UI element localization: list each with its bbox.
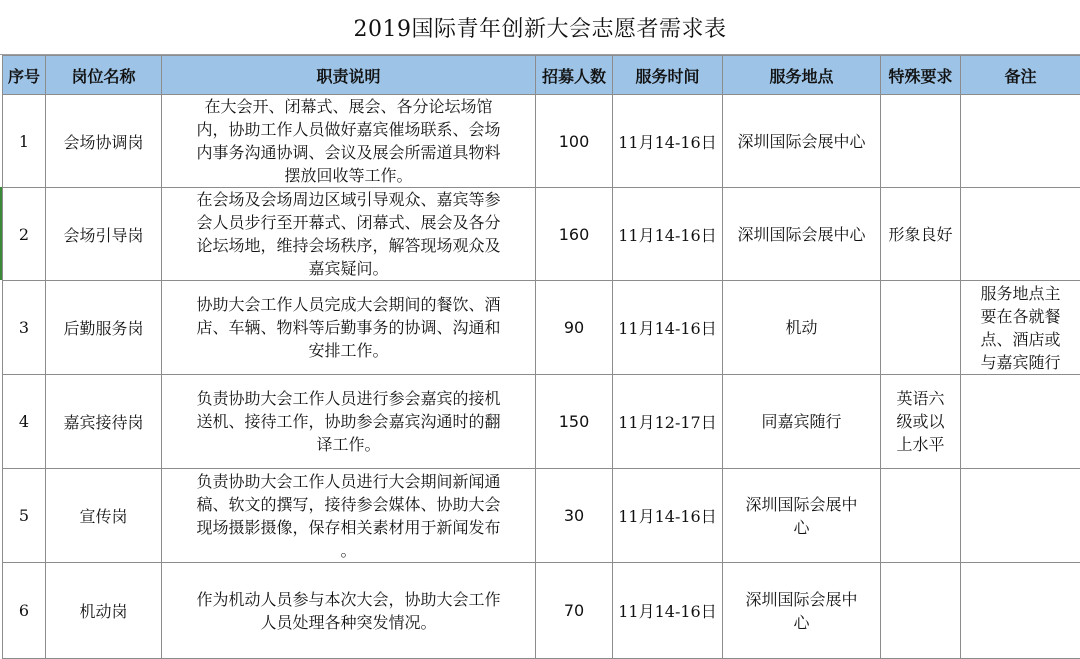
cell-recruit[interactable]: 90 [536, 281, 613, 375]
cell-special[interactable] [881, 95, 961, 188]
table-row [3, 95, 1080, 188]
cell-duties[interactable] [162, 375, 536, 469]
duties-text: 在会场及会场周边区域引导观众、嘉宾等参 会人员步行至开幕式、闭幕式、展会及各分 论坛场地，维持会场秩序，解答现场观众及 嘉宾疑问。 [196, 190, 501, 278]
cell-remarks[interactable] [961, 469, 1080, 563]
cell-remarks[interactable] [961, 188, 1080, 281]
cell-remarks[interactable] [961, 95, 1080, 188]
cell-time[interactable]: 11月14-16日 [613, 469, 723, 563]
table-row [3, 188, 1080, 281]
cell-remarks[interactable] [961, 563, 1080, 659]
cell-location[interactable] [723, 188, 881, 281]
cell-duties[interactable] [162, 95, 536, 188]
cell-time[interactable]: 11月14-16日 [613, 281, 723, 375]
cell-time[interactable]: 11月14-16日 [613, 563, 723, 659]
cell-seq[interactable]: 5 [3, 469, 46, 563]
cell-duties[interactable] [162, 469, 536, 563]
cell-seq[interactable]: 3 [3, 281, 46, 375]
cell-duties[interactable] [162, 281, 536, 375]
cell-position[interactable]: 宣传岗 [46, 469, 162, 563]
header-duties[interactable]: 职责说明 [162, 56, 536, 95]
cell-position[interactable]: 后勤服务岗 [46, 281, 162, 375]
header-time[interactable]: 服务时间 [613, 56, 723, 95]
cell-recruit[interactable]: 30 [536, 469, 613, 563]
duties-text: 作为机动人员参与本次大会，协助大会工作 人员处理各种突发情况。 [196, 589, 501, 632]
cell-special[interactable] [881, 375, 961, 469]
table-row [3, 281, 1080, 375]
cell-recruit[interactable]: 100 [536, 95, 613, 188]
volunteer-table [2, 55, 1080, 659]
cell-location[interactable] [723, 95, 881, 188]
duties-text: 在大会开、闭幕式、展会、各分论坛场馆 内，协助工作人员做好嘉宾催场联系、会场 内事务沟通协调、会议及展会所需道具物料 摆放回收等工作。 [196, 97, 501, 185]
duties-text: 负责协助大会工作人员进行大会期间新闻通 稿、软文的撰写，接待参会媒体、协助大会 现场摄影摄像，保存相关素材用于新闻发布 。 [196, 471, 501, 560]
location-text: 机动 [785, 318, 818, 337]
location-text: 深圳国际会展中 心 [745, 494, 858, 537]
cell-position[interactable]: 会场协调岗 [46, 95, 162, 188]
cell-seq[interactable]: 4 [3, 375, 46, 469]
cell-position[interactable]: 会场引导岗 [46, 188, 162, 281]
cell-special[interactable] [881, 563, 961, 659]
cell-duties[interactable] [162, 563, 536, 659]
special-text: 英语六 级或以 上水平 [896, 389, 945, 454]
cell-location[interactable] [723, 375, 881, 469]
header-location[interactable]: 服务地点 [723, 56, 881, 95]
cell-special[interactable] [881, 469, 961, 563]
table-row [3, 563, 1080, 659]
location-text: 深圳国际会展中 心 [745, 589, 858, 632]
cell-recruit[interactable]: 160 [536, 188, 613, 281]
table-row [3, 375, 1080, 469]
cell-position[interactable]: 嘉宾接待岗 [46, 375, 162, 469]
header-position[interactable]: 岗位名称 [46, 56, 162, 95]
cell-location[interactable] [723, 281, 881, 375]
cell-recruit[interactable]: 150 [536, 375, 613, 469]
location-text: 同嘉宾随行 [761, 412, 842, 431]
cell-time[interactable]: 11月14-16日 [613, 188, 723, 281]
cell-seq[interactable]: 1 [3, 95, 46, 188]
cell-remarks[interactable] [961, 375, 1080, 469]
cell-time[interactable]: 11月14-16日 [613, 95, 723, 188]
cell-time[interactable]: 11月12-17日 [613, 375, 723, 469]
cell-special[interactable] [881, 188, 961, 281]
header-row [3, 56, 1080, 95]
cell-location[interactable] [723, 563, 881, 659]
location-text: 深圳国际会展中心 [737, 224, 866, 244]
cell-seq[interactable]: 6 [3, 563, 46, 659]
location-text: 深圳国际会展中心 [737, 131, 866, 151]
cell-special[interactable] [881, 281, 961, 375]
cell-remarks[interactable] [961, 281, 1080, 375]
header-seq[interactable]: 序号 [3, 56, 46, 95]
cell-recruit[interactable]: 70 [536, 563, 613, 659]
remarks-text: 服务地点主 要在各就餐 点、酒店或 与嘉宾随行 [980, 283, 1061, 372]
header-remarks[interactable]: 备注 [961, 56, 1080, 95]
cell-position[interactable]: 机动岗 [46, 563, 162, 659]
header-special[interactable]: 特殊要求 [881, 56, 961, 95]
header-recruit[interactable]: 招募人数 [536, 56, 613, 95]
duties-text: 负责协助大会工作人员进行参会嘉宾的接机 送机、接待工作，协助参会嘉宾沟通时的翻 译工作。 [196, 389, 501, 454]
special-text: 形象良好 [888, 224, 953, 244]
duties-text: 协助大会工作人员完成大会期间的餐饮、酒 店、车辆、物料等后勤事务的协调、沟通和 安排工作。 [196, 295, 501, 360]
table-title: 2019国际青年创新大会志愿者需求表 [0, 0, 1080, 55]
cell-duties[interactable] [162, 188, 536, 281]
cell-location[interactable] [723, 469, 881, 563]
cell-seq[interactable]: 2 [3, 188, 46, 281]
table-row [3, 469, 1080, 563]
